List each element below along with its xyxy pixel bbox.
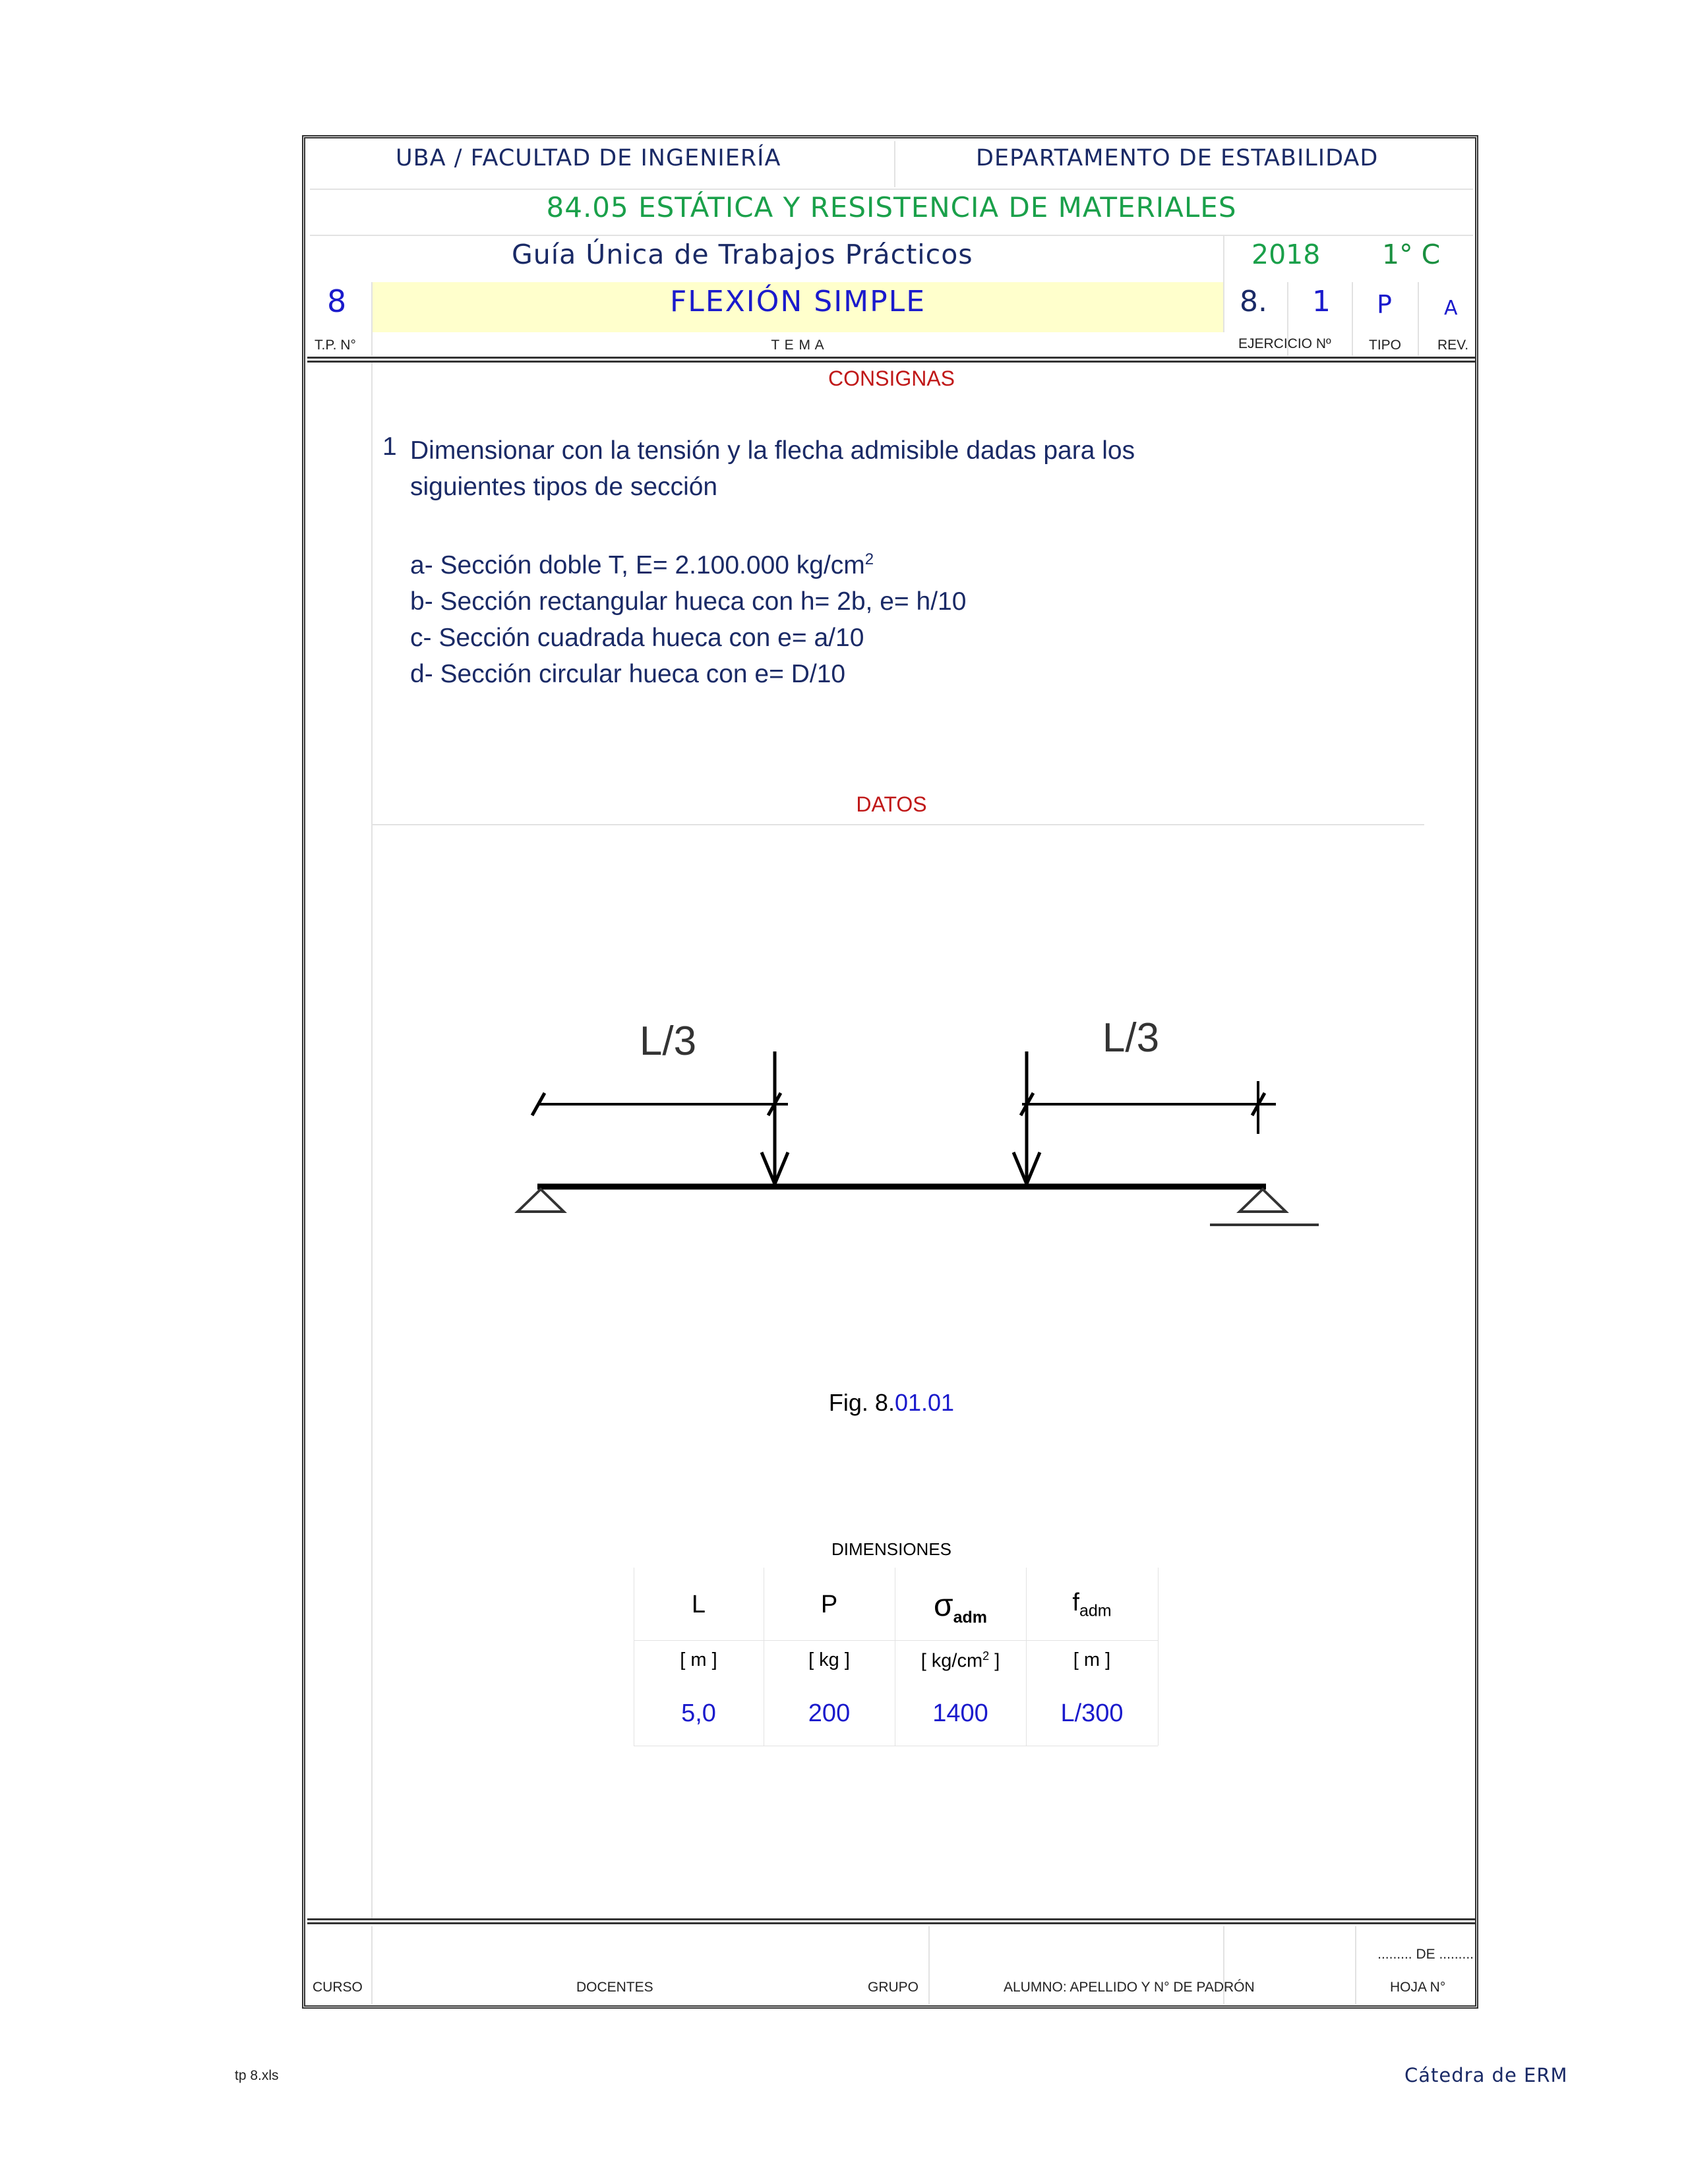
consignas-text [410,432,1135,692]
col-p-value: 200 [808,1699,851,1727]
label-left-third: L/3 [639,1018,697,1064]
chair-name: Cátedra de ERM [1404,2064,1568,2086]
col-l-unit: [ m ] [680,1649,717,1670]
header-divider-2 [1223,236,1224,332]
col-f-value: L/300 [1060,1699,1124,1727]
datos-title: DATOS [856,792,927,816]
consignas-title: CONSIGNAS [828,367,955,390]
rev: A [1444,297,1458,320]
year: 2018 [1251,239,1321,270]
col-sigma-value: 1400 [932,1699,988,1727]
course-title: 84.05 ESTÁTICA Y RESISTENCIA DE MATERIALES [546,191,1237,223]
tp-number: 8 [327,283,347,319]
footer-hoja: HOJA N° [1390,1980,1446,1995]
item-d: d- Sección circular hueca con e= D/10 [410,660,846,688]
col-f-symbol: $f_{adm}$ [1072,1589,1112,1620]
rev-divider [1418,282,1419,356]
col-f-unit: [ m ] [1073,1649,1111,1670]
header-rule-1 [310,189,1473,190]
item-a: a- Sección doble T, E= 2.100.000 $kg/cm^2$ [410,550,874,579]
label-rev: REV. [1437,338,1469,353]
spacer [410,505,1135,541]
item-b: b- Sección rectangular hueca con h= 2b, e= h/10 [410,587,967,616]
term: 1° C [1382,239,1441,270]
right-support [1240,1189,1286,1212]
figure-caption: Fig. 8.01.01 [828,1389,955,1416]
left-column-rule [371,363,373,1920]
tbl-hline-1 [634,1640,1158,1641]
footer-div-2 [928,1926,930,2004]
exercise-major: 8. [1240,285,1267,318]
footer-docentes: DOCENTES [576,1980,653,1995]
tipo-divider [1352,282,1353,356]
datos-rule [373,824,1424,825]
dimensions-title: DIMENSIONES [831,1539,952,1559]
exercise-minor: 1 [1312,285,1331,318]
beam-figure [501,1015,1332,1239]
footer-div-4 [1355,1926,1356,2004]
col-l-symbol: L [691,1591,706,1618]
intro-line-2: siguientes tipos de sección [410,473,718,501]
file-name: tp 8.xls [235,2068,279,2083]
footer-alumno: ALUMNO: APELLIDO Y N° DE PADRÓN [1004,1980,1255,1995]
footer-div-1 [371,1926,373,2004]
footer-curso: CURSO [313,1980,363,1995]
col-p-unit: [ kg ] [808,1649,850,1670]
label-ejercicio: EJERCICIO Nº [1238,336,1331,351]
footer-grupo: GRUPO [868,1980,919,1995]
type: P [1377,290,1392,319]
col-p-symbol: P [820,1591,838,1618]
col-sigma-symbol: $\sigma_{adm}$ [933,1588,988,1627]
item-c: c- Sección cuadrada hueca con e= a/10 [410,624,864,652]
footer-double-rule [307,1918,1476,1924]
col-sigma-unit: [ $kg/cm^2$ ] [920,1649,1000,1672]
topic: FLEXIÓN SIMPLE [670,285,926,318]
tbl-vline-4 [1158,1568,1159,1746]
col-l-value: 5,0 [681,1699,716,1727]
department: DEPARTAMENTO DE ESTABILIDAD [976,145,1379,171]
intro-line-1: Dimensionar con la tensión y la flecha admisible dadas para los [410,436,1135,465]
label-tema: T E M A [771,338,825,353]
header-divider [894,141,895,187]
sheet-count: ......... DE ......... [1377,1947,1474,1962]
label-tipo: TIPO [1369,338,1402,353]
label-right-third: L/3 [1102,1015,1160,1061]
left-support [518,1189,564,1212]
item-number: 1 [382,432,397,461]
guide-title: Guía Única de Trabajos Prácticos [512,239,973,270]
header-double-rule [307,357,1476,363]
institution: UBA / FACULTAD DE INGENIERÍA [396,145,781,171]
label-tp: T.P. N° [315,338,356,353]
header-rule-2 [310,235,1473,236]
